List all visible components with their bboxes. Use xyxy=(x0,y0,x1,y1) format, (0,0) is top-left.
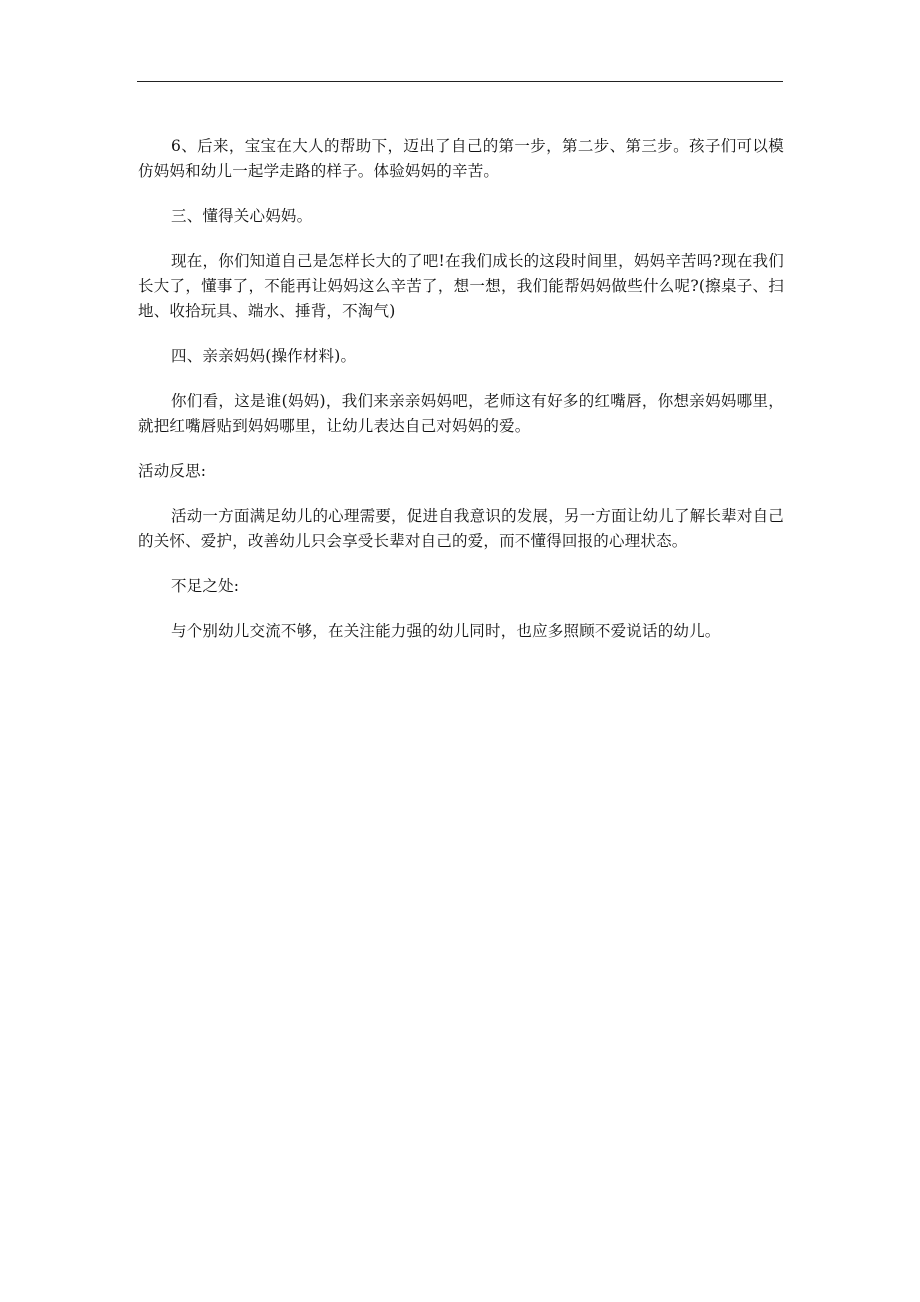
paragraph-kiss-mom: 你们看，这是谁(妈妈)，我们来亲亲妈妈吧，老师这有好多的红嘴唇，你想亲妈妈哪里，就把红嘴唇贴到妈妈哪里，让幼儿表达自己对妈妈的爱。 xyxy=(138,392,784,435)
header-rule xyxy=(137,81,783,82)
paragraph-care-for-mom: 现在，你们知道自己是怎样长大的了吧!在我们成长的这段时间里，妈妈辛苦吗?现在我们长大了，懂事了，不能再让妈妈这么辛苦了，想一想，我们能帮妈妈做些什么呢?(擦桌子、扫地、收拾玩具、端水、捶背，不淘气) xyxy=(138,252,784,320)
paragraph-shortcomings: 与个别幼儿交流不够，在关注能力强的幼儿同时，也应多照顾不爱说话的幼儿。 xyxy=(171,622,721,640)
document-body xyxy=(138,134,784,644)
paragraph-reflection: 活动一方面满足幼儿的心理需要，促进自我意识的发展，另一方面让幼儿了解长辈对自己的关怀、爱护，改善幼儿只会享受长辈对自己的爱，而不懂得回报的心理状态。 xyxy=(138,507,784,550)
section-heading-3: 三、懂得关心妈妈。 xyxy=(171,207,313,225)
section-heading-4: 四、亲亲妈妈(操作材料)。 xyxy=(171,347,357,365)
shortcomings-heading: 不足之处: xyxy=(171,577,240,595)
reflection-heading: 活动反思: xyxy=(138,462,207,480)
paragraph-step-6: 6、后来，宝宝在大人的帮助下，迈出了自己的第一步，第二步、第三步。孩子们可以模仿妈妈和幼儿一起学走路的样子。体验妈妈的辛苦。 xyxy=(138,137,784,180)
